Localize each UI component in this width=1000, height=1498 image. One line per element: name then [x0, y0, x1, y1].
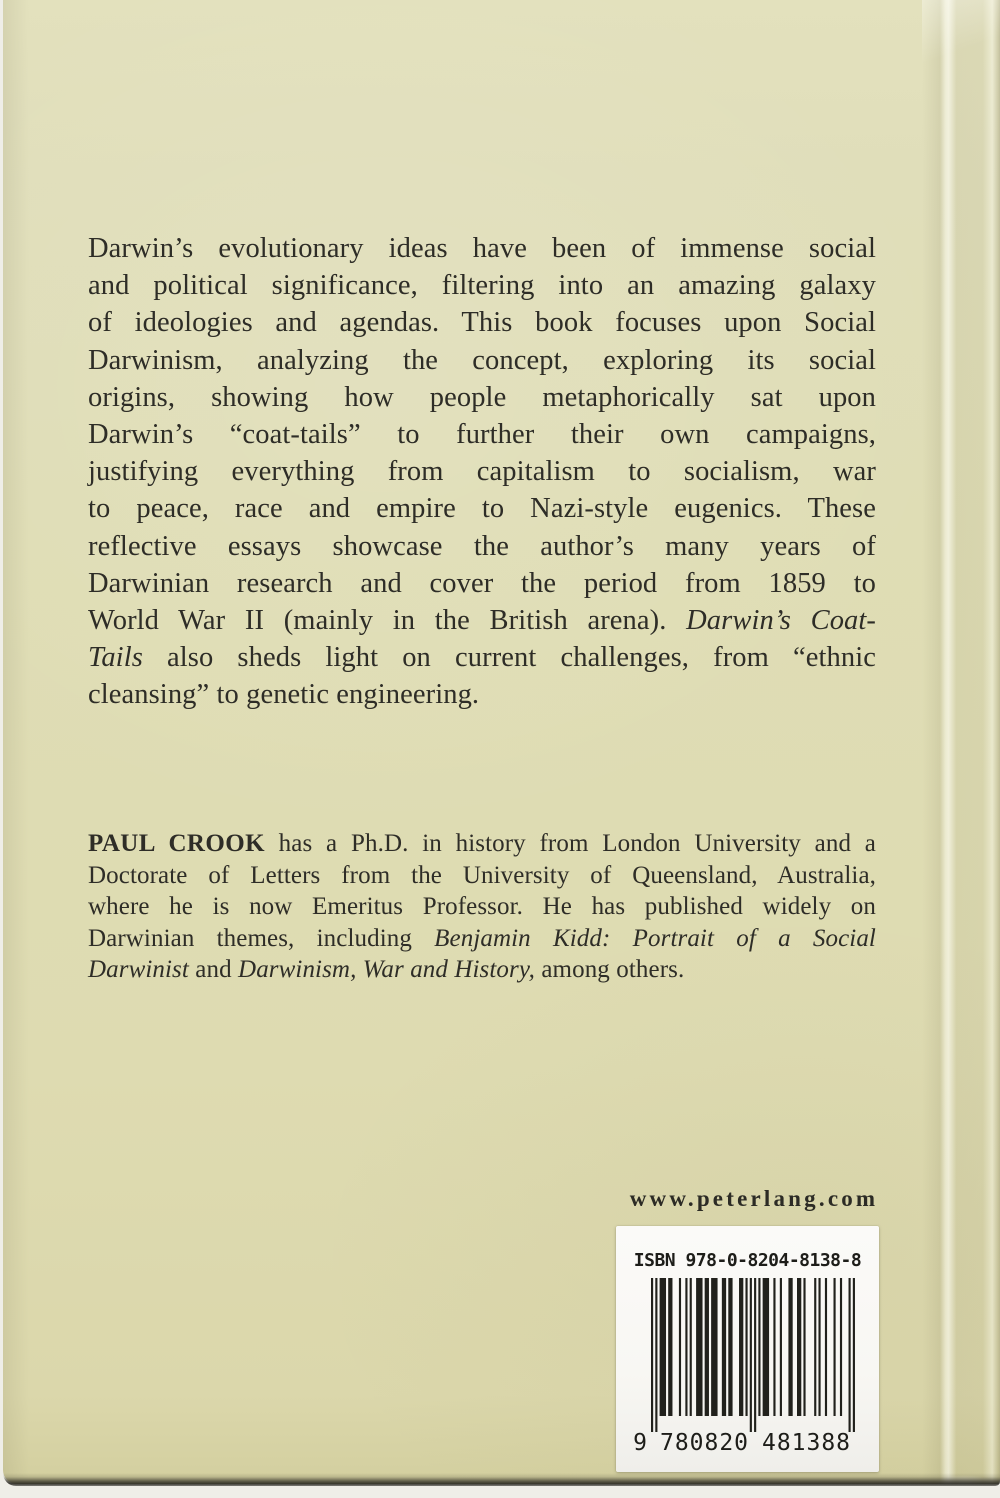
text-line: Darwinist and Darwinism, War and History, among others.	[88, 956, 685, 983]
author-bio-paragraph	[88, 828, 876, 986]
text-line: of ideologies and agendas. This book focuses upon Social	[88, 307, 876, 339]
text-line: Darwin’s “coat-tails” to further their own campaigns,	[88, 419, 876, 451]
blurb-paragraph	[88, 230, 876, 714]
text-line: Darwinism, analyzing the concept, exploring its social	[88, 344, 876, 376]
text-line: to peace, race and empire to Nazi-style eugenics. These	[88, 493, 876, 525]
text-line: cleansing” to genetic engineering.	[88, 679, 480, 711]
text-line: where he is now Emeritus Professor. He has published widely on	[88, 893, 876, 920]
isbn-barcode-label	[616, 1226, 879, 1472]
book-back-cover	[3, 0, 1000, 1484]
cover-hinge-crease	[922, 0, 1000, 1484]
ean13-barcode	[616, 1278, 879, 1460]
text-line: origins, showing how people metaphorically sat upon	[88, 381, 876, 413]
text-line: PAUL CROOK has a Ph.D. in history from London University and a	[88, 830, 876, 857]
text-line: justifying everything from capitalism to socialism, war	[88, 456, 876, 488]
svg-text:780820: 780820	[660, 1430, 748, 1456]
text-line: Tails also sheds light on current challenges, from “ethnic	[88, 642, 876, 674]
text-line: and political significance, filtering into an amazing galaxy	[88, 270, 876, 302]
text-line: Darwinian themes, including Benjamin Kidd: Portrait of a Social	[88, 924, 876, 952]
text-line: reflective essays showcase the author’s many years of	[88, 530, 876, 562]
svg-text:481388: 481388	[762, 1430, 850, 1456]
text-line: Darwinian research and cover the period from 1859 to	[88, 567, 876, 599]
text-line: Darwin’s evolutionary ideas have been of immense social	[88, 233, 876, 264]
publisher-website-url: www.peterlang.com	[629, 1186, 879, 1211]
svg-text:9: 9	[633, 1430, 647, 1456]
isbn-number-text: ISBN 978-0-8204-8138-8	[633, 1250, 862, 1271]
text-line: Doctorate of Letters from the University of Queensland, Australia,	[88, 861, 876, 889]
text-line: World War II (mainly in the British arena). Darwin’s Coat-	[88, 605, 877, 637]
